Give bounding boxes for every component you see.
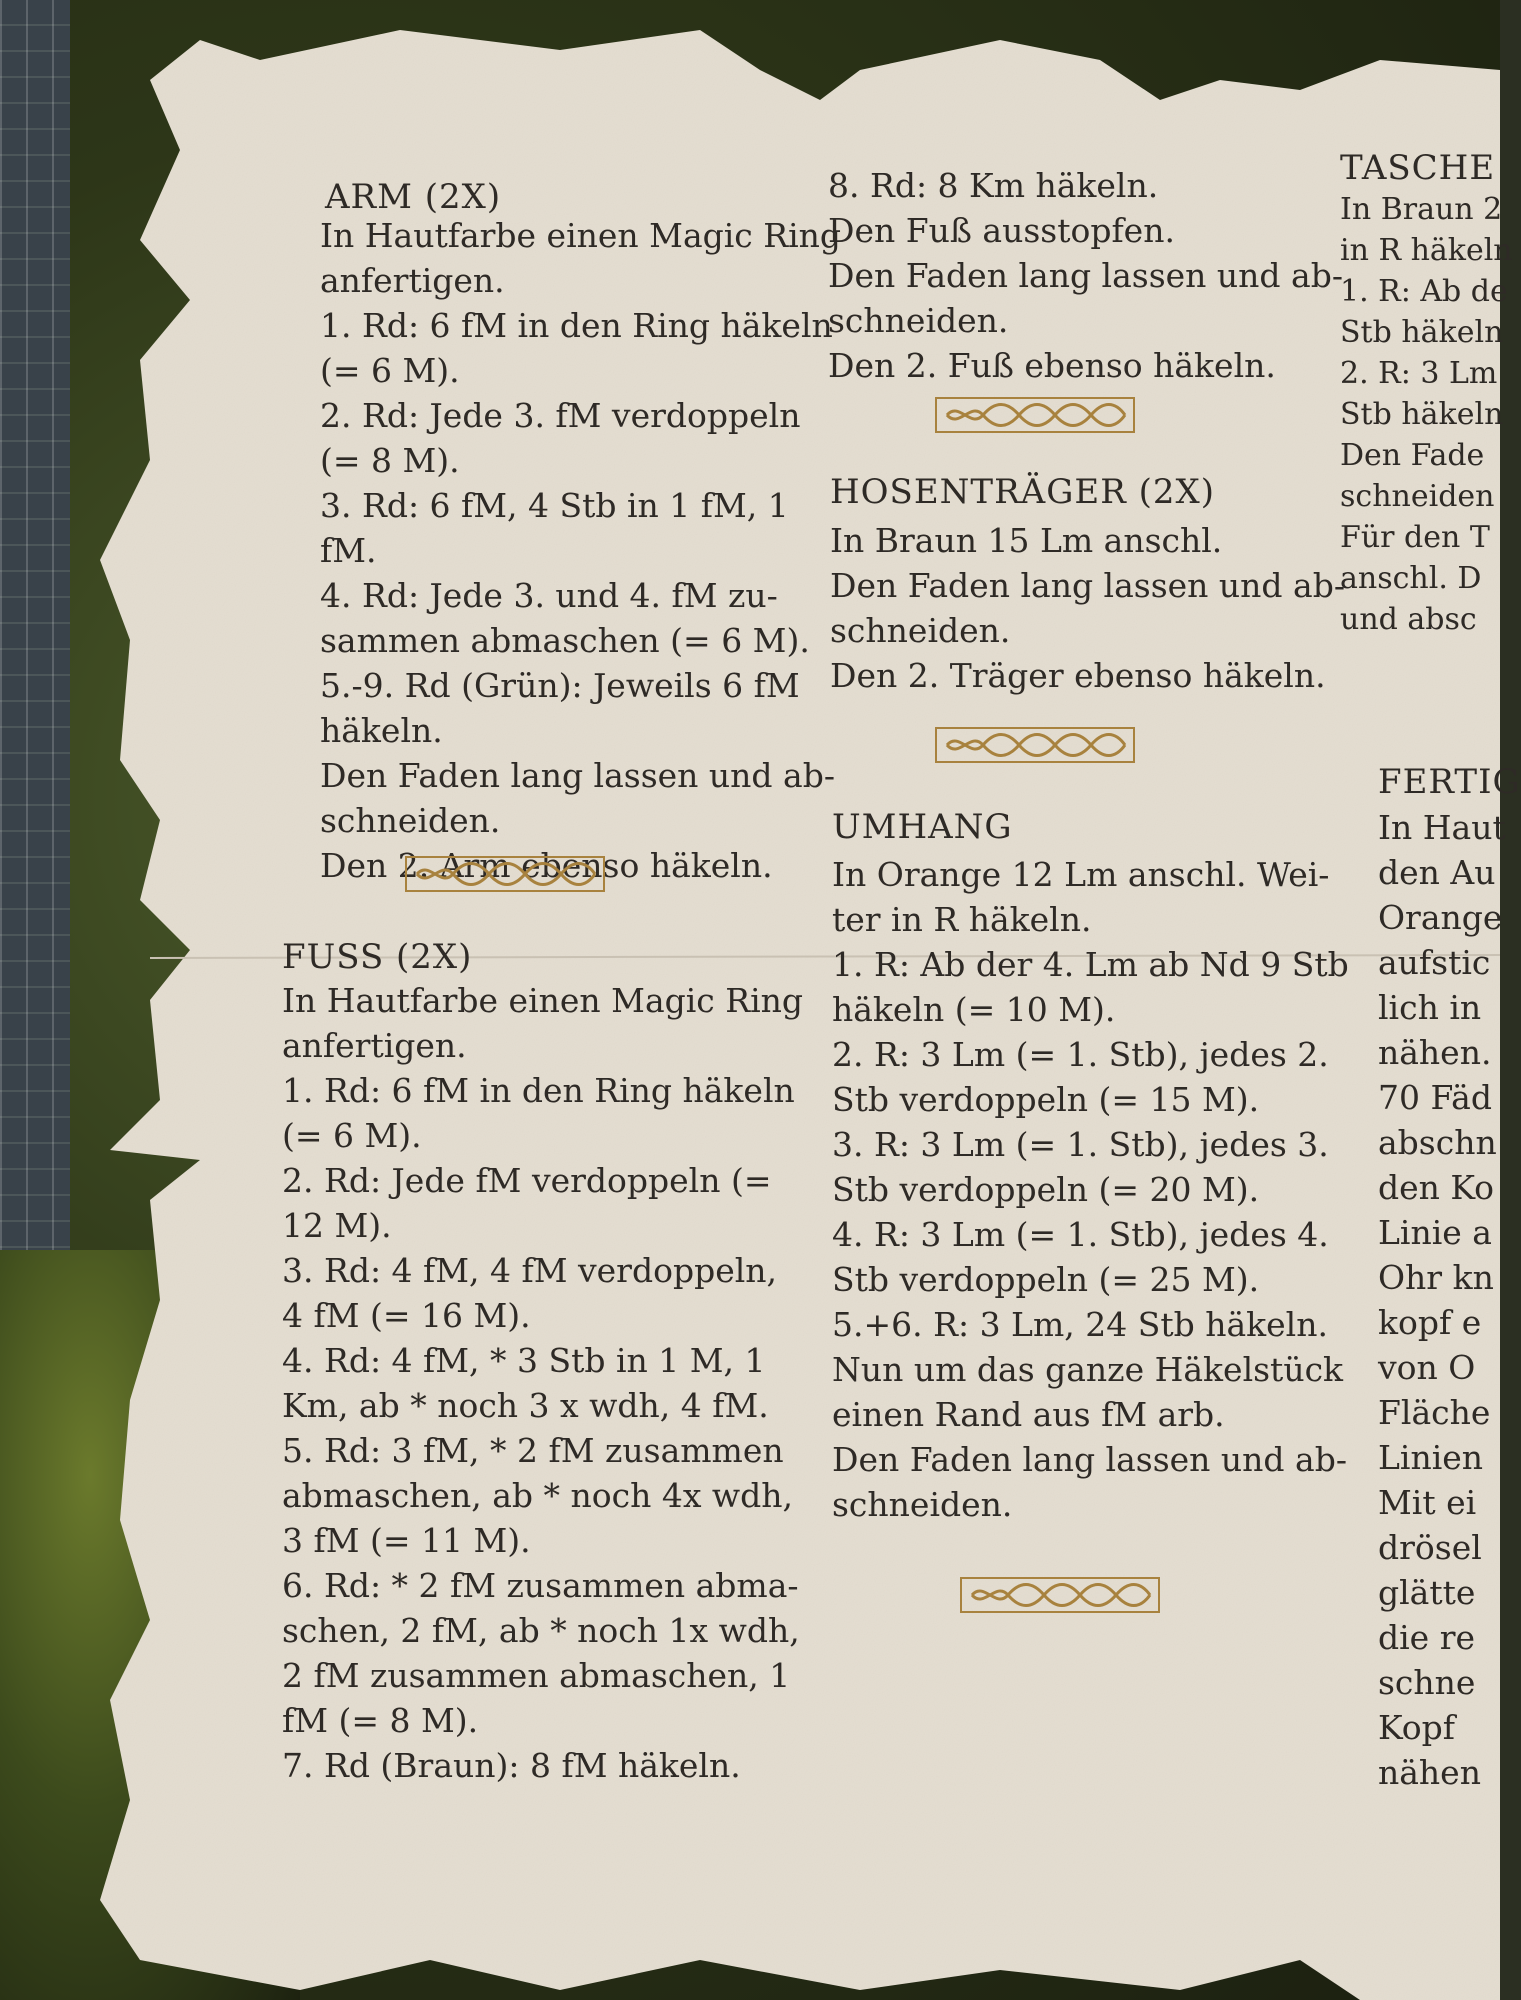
instruction-line: den Au (1378, 853, 1496, 892)
celtic-knot-divider (405, 856, 605, 892)
instruction-line: 2. Rd: Jede fM verdoppeln (= (282, 1161, 772, 1200)
instruction-line: 1. R: Ab der 4. Lm ab Nd 9 Stb (832, 945, 1349, 984)
section-title: ARM (2X) (325, 177, 502, 217)
section-title: FUSS (2X) (282, 937, 473, 977)
section-tasche (1340, 148, 1513, 640)
fuss-continued (828, 163, 1343, 388)
instruction-line: sammen abmaschen (= 6 M). (320, 621, 810, 660)
instruction-line: Den 2. Träger ebenso häkeln. (830, 656, 1326, 695)
instruction-line: 1. Rd: 6 fM in den Ring häkeln (282, 1071, 795, 1110)
instruction-line: Orange (1378, 898, 1503, 937)
fuss-instructions (282, 978, 803, 1788)
instruction-line: In Orange 12 Lm anschl. Wei- (832, 855, 1330, 894)
instruction-line: fM (= 8 M). (282, 1701, 479, 1740)
instruction-line: abschn (1378, 1123, 1497, 1162)
instruction-line: 4. Rd: 4 fM, * 3 Stb in 1 M, 1 (282, 1341, 766, 1380)
instruction-line: 1. Rd: 6 fM in den Ring häkeln (320, 306, 833, 345)
instruction-line: den Ko (1378, 1168, 1495, 1207)
instruction-line: Linien (1378, 1438, 1484, 1477)
instruction-line: In Hautfarbe einen Magic Ring (282, 981, 804, 1020)
instruction-line: 7. Rd (Braun): 8 fM häkeln. (282, 1746, 741, 1785)
instruction-line: Ohr kn (1378, 1258, 1494, 1297)
instruction-line: (= 8 M). (320, 441, 460, 480)
instruction-line: lich in (1378, 988, 1482, 1027)
section-title: HOSENTRÄGER (2X) (830, 472, 1215, 512)
instruction-line: 4. R: 3 Lm (= 1. Stb), jedes 4. (832, 1215, 1329, 1254)
instruction-line: Den Faden lang lassen und ab- (832, 1440, 1347, 1479)
instruction-line: 6. Rd: * 2 fM zusammen abma- (282, 1566, 799, 1605)
section-fertig (1378, 760, 1521, 1795)
instruction-line: 5.-9. Rd (Grün): Jeweils 6 fM (320, 666, 800, 705)
instruction-line: 4. Rd: Jede 3. und 4. fM zu- (320, 576, 778, 615)
instruction-line: Linie a (1378, 1213, 1492, 1252)
instruction-line: 8. Rd: 8 Km häkeln. (828, 166, 1159, 205)
instruction-line: schneiden (1340, 479, 1495, 514)
instruction-line: (= 6 M). (320, 351, 460, 390)
instruction-line: schneiden. (832, 1485, 1013, 1524)
instruction-line: Kopf (1378, 1708, 1455, 1747)
instruction-line: 5. Rd: 3 fM, * 2 fM zusammen (282, 1431, 784, 1470)
instruction-line: nähen. (1378, 1033, 1492, 1072)
instruction-line: häkeln. (320, 711, 443, 750)
instruction-line: 2. R: 3 Lm (= 1. Stb), jedes 2. (832, 1035, 1329, 1074)
instruction-line: abmaschen, ab * noch 4x wdh, (282, 1476, 794, 1515)
instruction-line: Den 2. Fuß ebenso häkeln. (828, 346, 1276, 385)
instruction-line: Stb verdoppeln (= 20 M). (832, 1170, 1260, 1209)
celtic-knot-divider (935, 727, 1135, 763)
instruction-line: In Braun 15 Lm anschl. (830, 521, 1223, 560)
instruction-line: schne (1378, 1663, 1476, 1702)
instruction-line: kopf e (1378, 1303, 1482, 1342)
instruction-line: anfertigen. (282, 1026, 467, 1065)
instruction-line: ter in R häkeln. (832, 900, 1092, 939)
instruction-line: anfertigen. (320, 261, 505, 300)
arm-instructions (320, 213, 841, 888)
instruction-line: Stb verdoppeln (= 25 M). (832, 1260, 1260, 1299)
instruction-line: Nun um das ganze Häkelstück (832, 1350, 1344, 1389)
instruction-line: schneiden. (320, 801, 501, 840)
instruction-line: Mit ei (1378, 1483, 1477, 1522)
instruction-line: Km, ab * noch 3 x wdh, 4 fM. (282, 1386, 769, 1425)
instruction-line: fM. (320, 531, 377, 570)
instruction-line: Den Faden lang lassen und ab- (320, 756, 835, 795)
instruction-line: In Haut (1378, 808, 1506, 847)
instruction-line: Stb häkeln (1340, 315, 1504, 350)
celtic-knot-divider (935, 397, 1135, 433)
instruction-line: anschl. D (1340, 561, 1482, 596)
umhang-instructions (832, 852, 1349, 1527)
instruction-line: 70 Fäd (1378, 1078, 1492, 1117)
instruction-line: 4 fM (= 16 M). (282, 1296, 531, 1335)
instruction-line: Stb häkeln (1340, 397, 1504, 432)
instruction-line: 1. R: Ab de (1340, 274, 1508, 309)
instruction-line: in R häkeln (1340, 233, 1513, 268)
instruction-line: Den Fade (1340, 438, 1485, 473)
instruction-line: 2. Rd: Jede 3. fM verdoppeln (320, 396, 801, 435)
section-fuss (282, 935, 472, 980)
instruction-line: 12 M). (282, 1206, 392, 1245)
celtic-knot-divider (960, 1577, 1160, 1613)
instruction-line: (= 6 M). (282, 1116, 422, 1155)
instruction-line: aufstic (1378, 943, 1491, 982)
instruction-line: schen, 2 fM, ab * noch 1x wdh, (282, 1611, 800, 1650)
instruction-line: 3 fM (= 11 M). (282, 1521, 531, 1560)
instruction-line: schneiden. (830, 611, 1011, 650)
instruction-line: nähen (1378, 1753, 1481, 1792)
instruction-line: 3. R: 3 Lm (= 1. Stb), jedes 3. (832, 1125, 1329, 1164)
instruction-line: Den Fuß ausstopfen. (828, 211, 1175, 250)
instruction-line: die re (1378, 1618, 1476, 1657)
instruction-line: Für den T (1340, 520, 1490, 555)
instruction-line: drösel (1378, 1528, 1482, 1567)
instruction-line: 2 fM zusammen abmaschen, 1 (282, 1656, 791, 1695)
instruction-line: Den Faden lang lassen und ab- (828, 256, 1343, 295)
section-umhang (832, 805, 1013, 850)
instruction-line: glätte (1378, 1573, 1476, 1612)
hosentraeger-instructions (830, 518, 1345, 698)
instruction-line: Fläche (1378, 1393, 1491, 1432)
instruction-line: In Braun 2 (1340, 192, 1503, 227)
instruction-line: und absc (1340, 602, 1477, 637)
instruction-line: 3. Rd: 6 fM, 4 Stb in 1 fM, 1 (320, 486, 789, 525)
instruction-line: Den 2. Arm ebenso häkeln. (320, 846, 773, 885)
instruction-line: 5.+6. R: 3 Lm, 24 Stb häkeln. (832, 1305, 1328, 1344)
instruction-line: In Hautfarbe einen Magic Ring (320, 216, 842, 255)
section-hosentraeger (830, 470, 1215, 515)
instruction-line: Den Faden lang lassen und ab- (830, 566, 1345, 605)
section-title: TASCHE (1340, 148, 1496, 188)
instruction-line: häkeln (= 10 M). (832, 990, 1116, 1029)
instruction-line: Stb verdoppeln (= 15 M). (832, 1080, 1260, 1119)
section-title: UMHANG (832, 807, 1013, 847)
instruction-line: 3. Rd: 4 fM, 4 fM verdoppeln, (282, 1251, 778, 1290)
section-title: FERTIG (1378, 762, 1521, 802)
instruction-line: einen Rand aus fM arb. (832, 1395, 1225, 1434)
instruction-line: schneiden. (828, 301, 1009, 340)
instruction-line: von O (1378, 1348, 1476, 1387)
instruction-line: 2. R: 3 Lm (1340, 356, 1498, 391)
